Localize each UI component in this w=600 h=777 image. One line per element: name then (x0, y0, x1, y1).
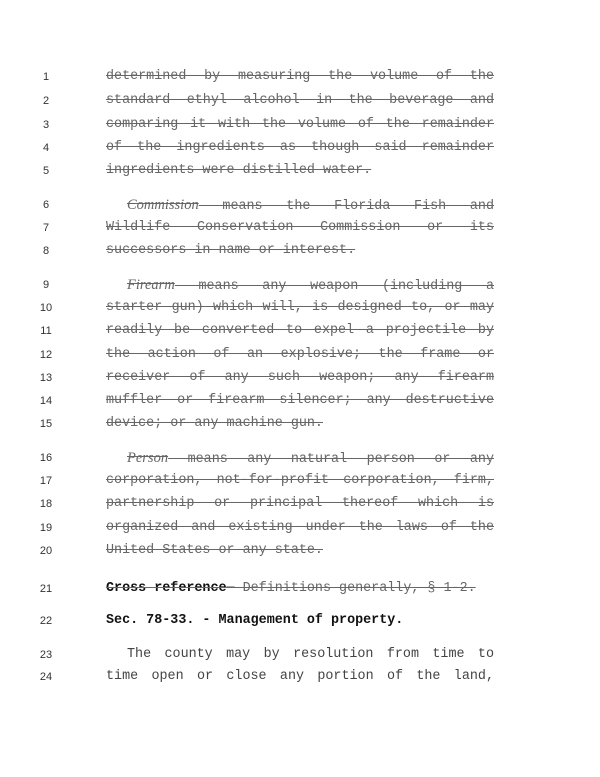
line-number: 19 (39, 522, 53, 534)
line-number: 4 (42, 142, 50, 154)
text-line: successors in name or interest. (106, 243, 356, 258)
definition-text: means the Florida Fish and (198, 199, 494, 214)
line-number: 14 (39, 395, 53, 407)
line-number: 18 (39, 498, 53, 510)
text-line: The county may by resolution from time to (127, 647, 494, 662)
line-number: 3 (42, 119, 50, 131)
definition-text: means any natural person or any (168, 452, 494, 467)
line-number: 17 (39, 475, 53, 487)
section-heading: Sec. 78-33. - Management of property. (106, 613, 404, 628)
text-line: starter gun) which will, is designed to, or may (106, 300, 494, 315)
text-line: corporation, not-for-profit corporation, firm, (106, 473, 494, 488)
text-line: of the ingredients as though said remainder (106, 140, 494, 155)
definition-line (106, 197, 494, 215)
definition-line (106, 450, 494, 468)
text-line: time open or close any portion of the land, (106, 669, 494, 684)
text-line: comparing it with the volume of the remainder (106, 117, 494, 132)
definition-line (106, 277, 494, 295)
text-line: readily be converted to expel a projectile by (106, 323, 494, 338)
text-line: organized and existing under the laws of the (106, 520, 494, 535)
line-number: 9 (42, 279, 50, 291)
text-line: muffler or firearm silencer; any destructive (106, 393, 494, 408)
line-number: 6 (42, 199, 50, 211)
text-line: determined by measuring the volume of the (106, 69, 494, 84)
defined-term: Commission (127, 197, 199, 213)
text-line: device; or any machine gun. (106, 416, 323, 431)
cross-reference (106, 581, 494, 597)
text-line: partnership or principal thereof which is (106, 496, 494, 511)
line-number: 15 (39, 418, 53, 430)
text-line: the action of an explosive; the frame or (106, 347, 494, 362)
line-number: 20 (39, 545, 53, 557)
text-line: United States or any state. (106, 543, 323, 558)
line-number: 2 (42, 95, 50, 107)
line-number: 21 (39, 583, 53, 595)
line-number: 7 (42, 222, 50, 234)
defined-term: Firearm (127, 277, 175, 293)
line-number: 13 (39, 372, 53, 384)
line-number: 22 (39, 615, 53, 627)
line-number: 1 (42, 71, 50, 83)
text-line: Wildlife Conservation Commission or its (106, 220, 494, 235)
line-number: 8 (42, 245, 50, 257)
text-line: receiver of any such weapon; any firearm (106, 370, 494, 385)
line-number: 16 (39, 452, 53, 464)
line-number: 10 (39, 302, 53, 314)
defined-term: Person (127, 450, 169, 466)
definition-text: means any weapon (including a (174, 279, 494, 294)
text-line: ingredients were distilled water. (106, 163, 372, 178)
text-line: standard ethyl alcohol in the beverage and (106, 93, 494, 108)
cross-reference-text: Definitions generally, § 1-2. (234, 581, 476, 596)
line-number: 12 (39, 349, 53, 361)
line-number: 5 (42, 165, 50, 177)
line-number: 11 (40, 325, 52, 337)
line-number: 24 (39, 671, 53, 683)
cross-reference-label: Cross reference— (106, 581, 235, 596)
line-number: 23 (39, 649, 53, 661)
